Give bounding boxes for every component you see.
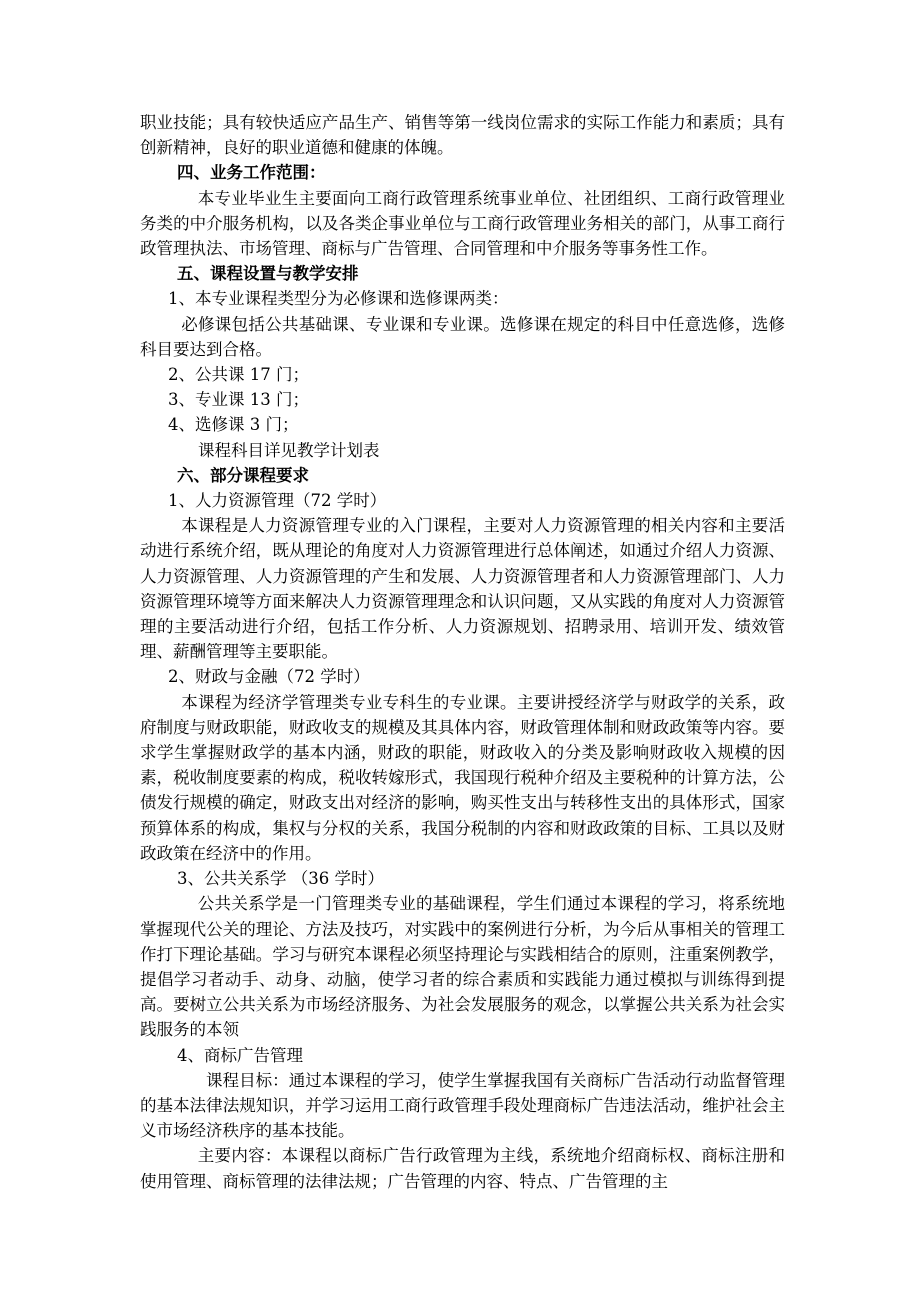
course-title-hr: 1、人力资源管理（72 学时）	[168, 491, 387, 511]
course-body-finance: 本课程为经济学管理类专业专科生的专业课。主要讲授经济学与财政学的关系，政府制度与财政职能，财政收支的规模及其具体内容，财政管理体制和财政政策等内容。要求学生掌握财政学的基本内涵，财政的职能，财政收入的分类及影响财政收入规模的因素，税收制度要素的构成，税收转嫁形式，我国现行税种介绍及主要税种的计算方法，公债发行规模的确定，财政支出对经济的影响，购买性支出与转移性支出的具体形式，国家预算体系的构成，集权与分权的关系，我国分税制的内容和财政政策的目标、工具以及财政政策在经济中的作用。	[140, 692, 785, 863]
paragraph-required-elective: 必修课包括公共基础课、专业课和专业课。选修课在规定的科目中任意选修，选修科目要达到合格。	[140, 314, 785, 359]
plan-note: 课程科目详见教学计划表	[198, 440, 380, 460]
course-title-finance: 2、财政与金融（72 学时）	[168, 667, 370, 687]
list-item-elective-courses: 4、选修课 3 门；	[168, 415, 299, 435]
paragraph-continued: 职业技能；具有较快适应产品生产、销售等第一线岗位需求的实际工作能力和素质；具有创新精神，良好的职业道德和健康的体魄。	[140, 113, 785, 158]
course-body-hr: 本课程是人力资源管理专业的入门课程，主要对人力资源管理的相关内容和主要活动进行系统介绍，既从理论的角度对人力资源管理进行总体阐述，如通过介绍人力资源、人力资源管理、人力资源管理的产生和发展、人力资源管理者和人力资源管理部门、人力资源管理环境等方面来解决人力资源管理理念和认识问题，又从实践的角度对人力资源管理的主要活动进行介绍，包括工作分析、人力资源规划、招聘录用、培训开发、绩效管理、薪酬管理等主要职能。	[140, 516, 785, 662]
heading-scope: 四、业务工作范围：	[177, 163, 326, 183]
list-item-public-courses: 2、公共课 17 门；	[168, 365, 309, 385]
document-body	[140, 110, 785, 1194]
list-item-course-types: 1、本专业课程类型分为必修课和选修课两类：	[168, 289, 509, 309]
heading-curriculum: 五、课程设置与教学安排	[177, 264, 359, 284]
course-body-pr: 公共关系学是一门管理类专业的基础课程，学生们通过本课程的学习，将系统地掌握现代公关的理论、方法及技巧，对实践中的案例进行分析，为今后从事相关的管理工作打下理论基础。学习与研究本课程必须坚持理论与实践相结合的原则，注重案例教学，提倡学习者动手、动身、动脑，使学习者的综合素质和实践能力通过模拟与训练得到提高。要树立公共关系为市场经济服务、为社会发展服务的观念，以掌握公共关系为社会实践服务的本领	[140, 894, 785, 1040]
course-title-trademark: 4、商标广告管理	[177, 1045, 303, 1065]
course-goal-trademark: 课程目标：通过本课程的学习，使学生掌握我国有关商标广告活动行动监督管理的基本法律法规知识，并学习运用工商行政管理手段处理商标广告违法活动，维护社会主义市场经济秩序的基本技能。	[140, 1070, 785, 1141]
list-item-major-courses: 3、专业课 13 门；	[168, 390, 309, 410]
heading-course-requirements: 六、部分课程要求	[177, 465, 309, 485]
paragraph-scope: 本专业毕业生主要面向工商行政管理系统事业单位、社团组织、工商行政管理业务类的中介服务机构，以及各类企事业单位与工商行政管理业务相关的部门，从事工商行政管理执法、市场管理、商标与广告管理、合同管理和中介服务等事务性工作。	[140, 188, 785, 259]
course-title-pr: 3、公共关系学 （36 学时）	[177, 869, 384, 889]
course-content-trademark: 主要内容：本课程以商标广告行政管理为主线，系统地介绍商标权、商标注册和使用管理、商标管理的法律法规；广告管理的内容、特点、广告管理的主	[140, 1146, 785, 1191]
